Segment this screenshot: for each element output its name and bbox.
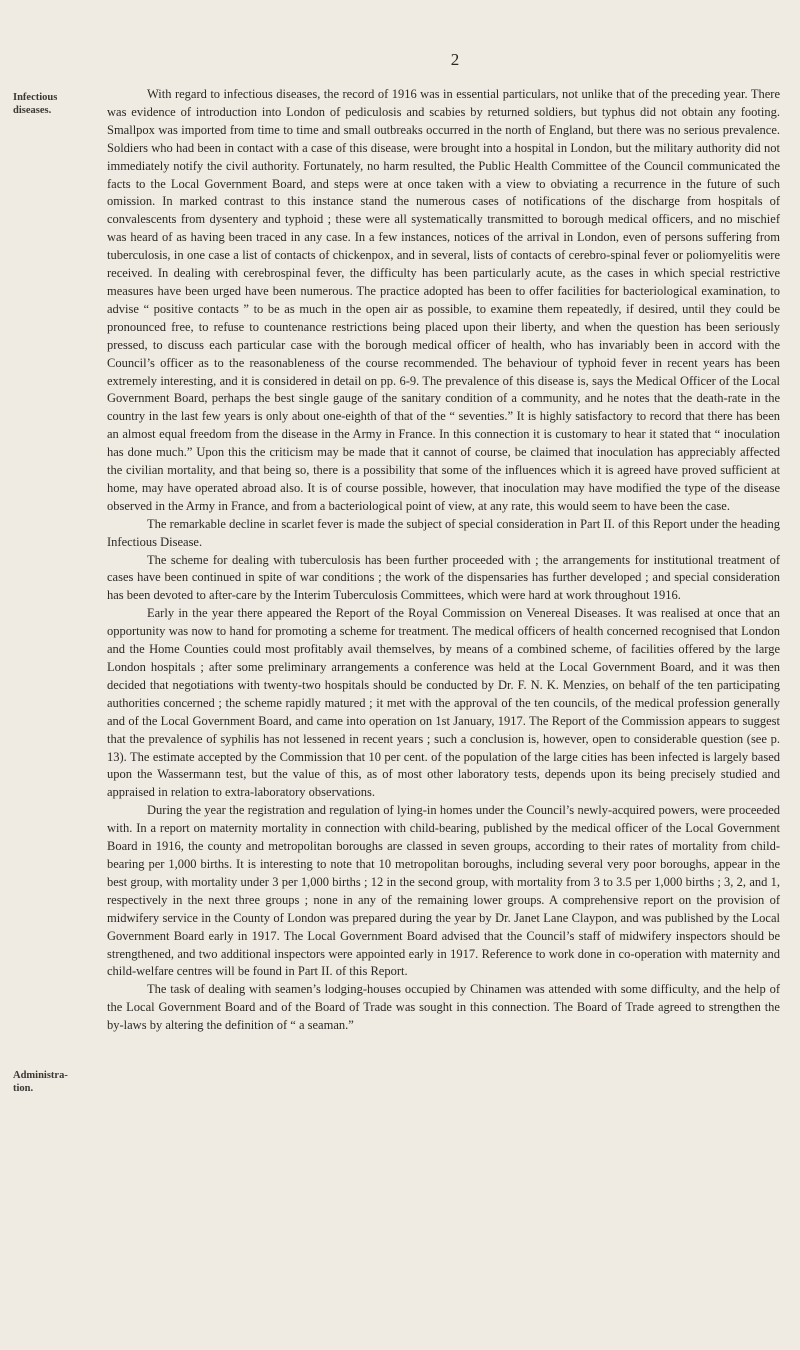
margin-note-line: tion. — [13, 1083, 34, 1094]
paragraph-venereal-diseases: Early in the year there appeared the Report of the Royal Commission on Venereal Diseases. It was realised at once that an opportunity was now to hand for promoting a scheme for treatment. The medical officers of health concerned recognised that London and the Home Counties could most profitably avail themselves, by means of a combined scheme, of facilities offered by the large London hospitals ; after some preliminary arrangements a conference was held at the Local Government Board, and it was then decided that negotiations with twenty-two hospitals should be conducted by Dr. F. N. K. Menzies, on behalf of the ten participating authorities concerned ; the scheme rapidly matured ; it met with the approval of the ten councils, of the medical profession generally and of the Local Government Board, and came into operation on 1st January, 1917. The Report of the Commission appears to suggest that the prevalence of syphilis has not lessened in recent years ; such a conclusion is, however, open to considerable question (see p. 13). The estimate accepted by the Commission that 10 per cent. of the population of the large cities has been infected is largely based upon the Wassermann test, but the value of this, as of most other laboratory tests, depends upon its being precisely studied and appraised in relation to extra-laboratory observations. — [107, 606, 780, 800]
margin-note-line: diseases. — [13, 105, 52, 116]
paragraph-scarlet-fever: The remarkable decline in scarlet fever is made the subject of special consideration in Part II. of this Report under the heading Infectious Disease. — [107, 516, 780, 549]
margin-note-administration — [13, 1069, 95, 1095]
paragraph-infectious-diseases: With regard to infectious diseases, the record of 1916 was in essential particulars, not unlike that of the preceding year. There was evidence of introduction into London of pediculosis and scabies by returned soldiers, but typhus did not obtain any footing. Smallpox was imported from time to time and small outbreaks occurred in the north of England, but there was no serious prevalence. Soldiers who had been in contact with a case of this disease, were brought into a hospital in London, but the military authority did not immediately notify the civil authority. Fortunately, no harm resulted, the Public Health Committee of the Council communicated the facts to the Local Government Board, and steps were at once taken with a view to obviating a recurrence in the future of such omission. In marked contrast to this instance stand the numerous cases of notifications of the discharge from hospitals of convalescents from dysentery and typhoid ; these were all systematically transmitted to borough medical officers, and no mischief was heard of as having been traced in any case. In a few instances, notices of the arrival in London, even of persons suffering from tuberculosis, in one case a list of contacts of chickenpox, and in several, lists of contacts of cerebro-spinal fever or poliomyelitis were received. In dealing with cerebrospinal fever, the difficulty has been particularly acute, as the cases in which special restrictive measures have been urged have been numerous. The practice adopted has been to offer facilities for bacteriological examination, to advise “ positive contacts ” to be as much in the open air as possible, to examine them repeatedly, if desired, until they could be pronounced free, to refuse to countenance restrictions being placed upon their liberty, and when the question has been seriously pressed, to discuss each particular case with the borough medical officer of health, who has invariably been in accord with the Council’s officer as to the reasonableness of the course recommended. The behaviour of typhoid fever in recent years has been extremely interesting, and it is considered in detail on pp. 6-9. The prevalence of this disease is, says the Medical Officer of the Local Government Board, perhaps the best single gauge of the sanitary condition of a community, and he notes that the death-rate in the country in the last few years is only about one-eighth of that of the “ seventies.” It is highly satisfactory to record that there has been an almost equal freedom from the disease in the Army in France. In this connection it is customary to hear it stated that “ inoculation has done much.” Upon this the criticism may be made that it cannot of course, be claimed that inoculation has appreciably affected the civilian mortality, and that being so, there is a possibility that some of the influences which it is agreed have proved sufficient at home, may have operated abroad also. It is of course possible, however, that inoculation may have modified the type of the disease observed in the Army in France, and from a bacteriological point of view, at any rate, this would seem to have been the case. — [107, 87, 780, 513]
margin-note-line: Administra- — [13, 1070, 68, 1081]
paragraph-administration: During the year the registration and regulation of lying-in homes under the Council’s newly-acquired powers, were proceeded with. In a report on maternity mortality in connection with child-bearing, published by the medical officer of the Local Government Board in 1916, the county and metropolitan boroughs are classed in seven groups, according to their rates of mortality from child-bearing per 1,000 births. It is interesting to note that 10 metropolitan boroughs, including several very poor boroughs, appear in the best group, with mortality under 3 per 1,000 births ; 12 in the second group, with mortality from 3 to 3.5 per 1,000 births ; 3, 2, and 1, respectively in the next three groups ; none in any of the remaining lower groups. A comprehensive report on the provision of midwifery service in the County of London was prepared during the year by Dr. Janet Lane Claypon, and was published by the Local Government Board early in 1917. The Local Government Board advised that the Council’s staff of midwifery inspectors should be strengthened, and two additional inspectors were appointed early in 1917. Reference to work done in co-operation with maternity and child-welfare centres will be found in Part II. of this Report. — [107, 803, 780, 979]
margin-note-infectious-diseases — [13, 91, 95, 117]
paragraph-seamen-lodging-houses: The task of dealing with seamen’s lodging-houses occupied by Chinamen was attended with some difficulty, and the help of the Local Government Board and of the Board of Trade was sought in this connection. The Board of Trade agreed to strengthen the by-laws by altering the definition of “ a seaman.” — [107, 982, 780, 1033]
report-body — [107, 86, 780, 1035]
page-number: 2 — [450, 50, 460, 69]
paragraph-tuberculosis: The scheme for dealing with tuberculosis has been further proceeded with ; the arrangements for institutional treatment of cases have been continued in spite of war conditions ; the work of the dispensaries has further developed ; and special consideration has been devoted to after-care by the Interim Tuberculosis Committees, which were hard at work throughout 1916. — [107, 552, 780, 603]
margin-note-line: Infectious — [13, 92, 58, 103]
